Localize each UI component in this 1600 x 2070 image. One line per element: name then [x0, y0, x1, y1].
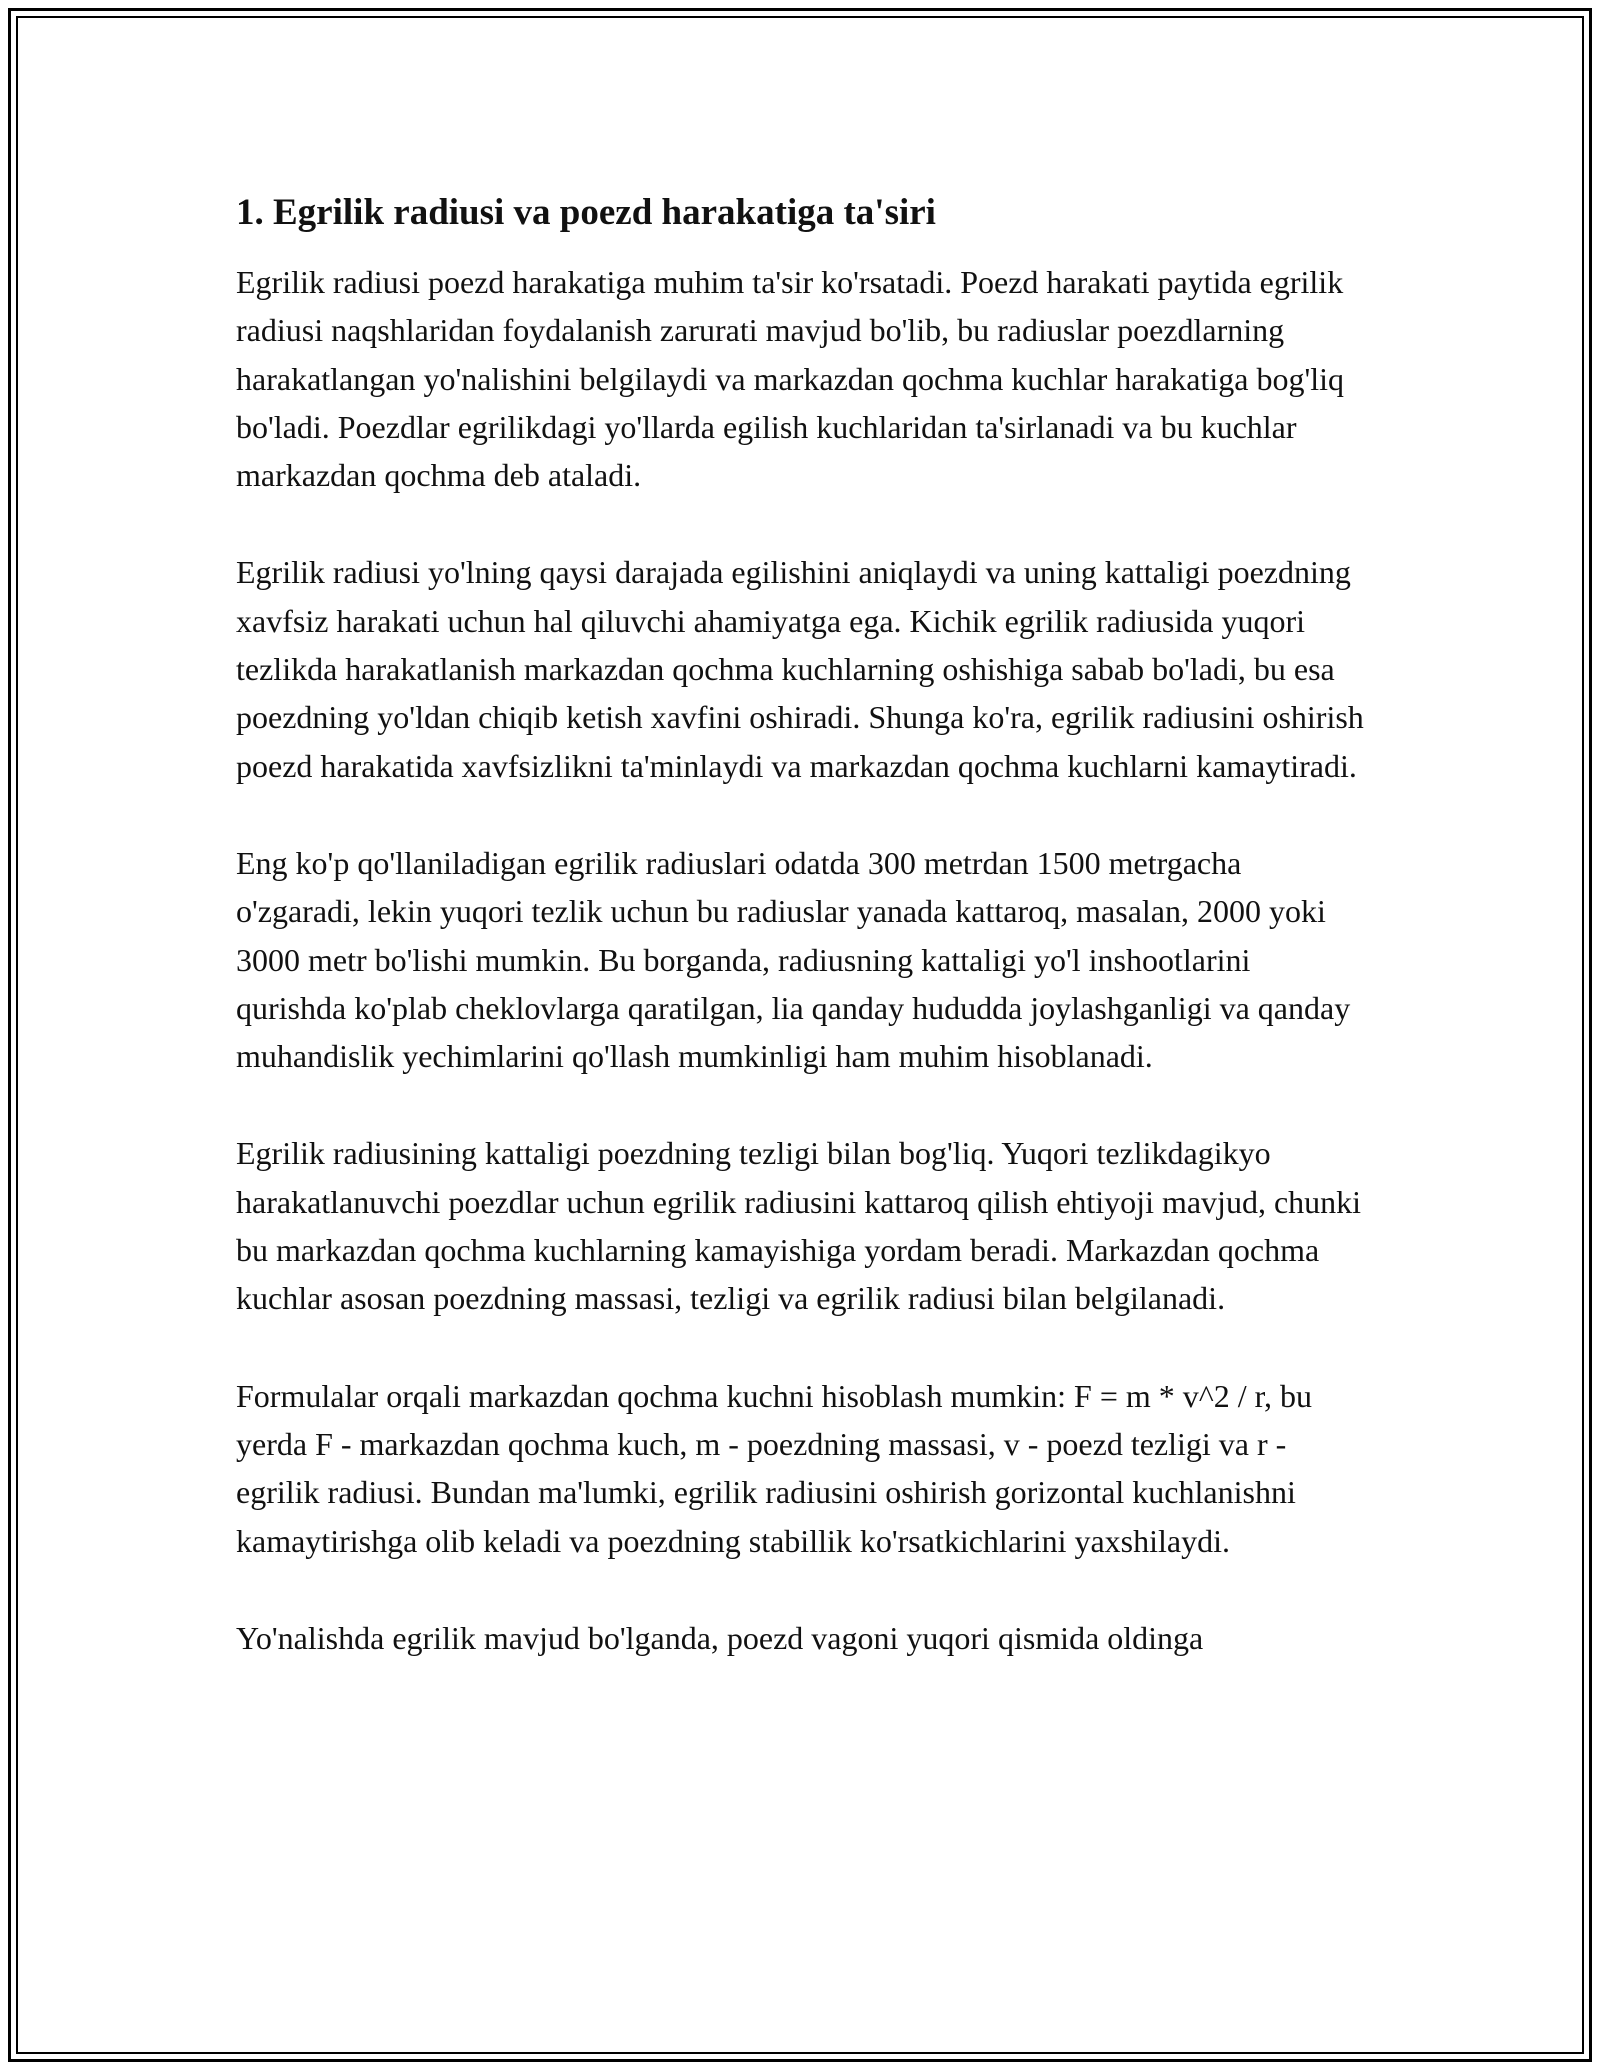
paragraph-3: Eng ko'p qo'llaniladigan egrilik radiuslari odatda 300 metrdan 1500 metrgacha o'zgaradi, lekin yuqori tezlik uchun bu radiuslar yanada kattaroq, masalan, 2000 yoki 3000 metr bo'lishi mumkin. Bu borganda, radiusning kattaligi yo'l inshootlarini qurishda ko'plab cheklovlarga qaratilgan, lia qanday hududda joylashganligi va qanday muhandislik yechimlarini qo'llash mumkinligi ham muhim hisoblanadi. — [236, 844, 1351, 1075]
section-heading: 1. Egrilik radiusi va poezd harakatiga ta'siri — [236, 192, 936, 233]
paragraph-2: Egrilik radiusi yo'lning qaysi darajada egilishini aniqlaydi va uning kattaligi poezdning xavfsiz harakati uchun hal qiluvchi ahamiyatga ega. Kichik egrilik radiusida yuqori tezlikda harakatlanish markazdan qochma kuchlarning oshishiga sabab bo'ladi, bu esa poezdning yo'ldan chiqib ketish xavfini oshiradi. Shunga ko'ra, egrilik radiusini oshirish poezd harakatida xavfsizlikni ta'minlaydi va markazdan qochma kuchlarni kamaytiradi. — [236, 554, 1364, 784]
paragraph-1: Egrilik radiusi poezd harakatiga muhim ta'sir ko'rsatadi. Poezd harakati paytida egrilik radiusi naqshlaridan foydalanish zarurati mavjud bo'lib, bu radiuslar poezdlarning harakatlangan yo'nalishini belgilaydi va markazdan qochma kuchlar harakatiga bog'liq bo'ladi. Poezdlar egrilikdagi yo'llarda egilish kuchlaridan ta'sirlanadi va bu kuchlar markazdan qochma deb ataladi. — [236, 264, 1345, 494]
paragraph-5: Formulalar orqali markazdan qochma kuchni hisoblash mumkin: F = m * v^2 / r, bu yerda F - markazdan qochma kuch, m - poezdning massasi, v - poezd tezligi va r - egrilik radiusi. Bundan ma'lumki, egrilik radiusini oshirish gorizontal kuchlanishni kamaytirishga olib keladi va poezdning stabillik ko'rsatkichlarini yaxshilaydi. — [236, 1377, 1313, 1559]
paragraph-4: Egrilik radiusining kattaligi poezdning tezligi bilan bog'liq. Yuqori tezlikdagikyo harakatlanuvchi poezdlar uchun egrilik radiusini kattaroq qilish ehtiyoji mavjud, chunki bu markazdan qochma kuchlarning kamayishiga yordam beradi. Markazdan qochma kuchlar asosan poezdning massasi, tezligi va egrilik radiusi bilan belgilanadi. — [236, 1135, 1362, 1317]
document-body — [236, 188, 1366, 1662]
paragraph-6: Yo'nalishda egrilik mavjud bo'lganda, poezd vagoni yuqori qismida oldinga — [236, 1619, 1204, 1656]
